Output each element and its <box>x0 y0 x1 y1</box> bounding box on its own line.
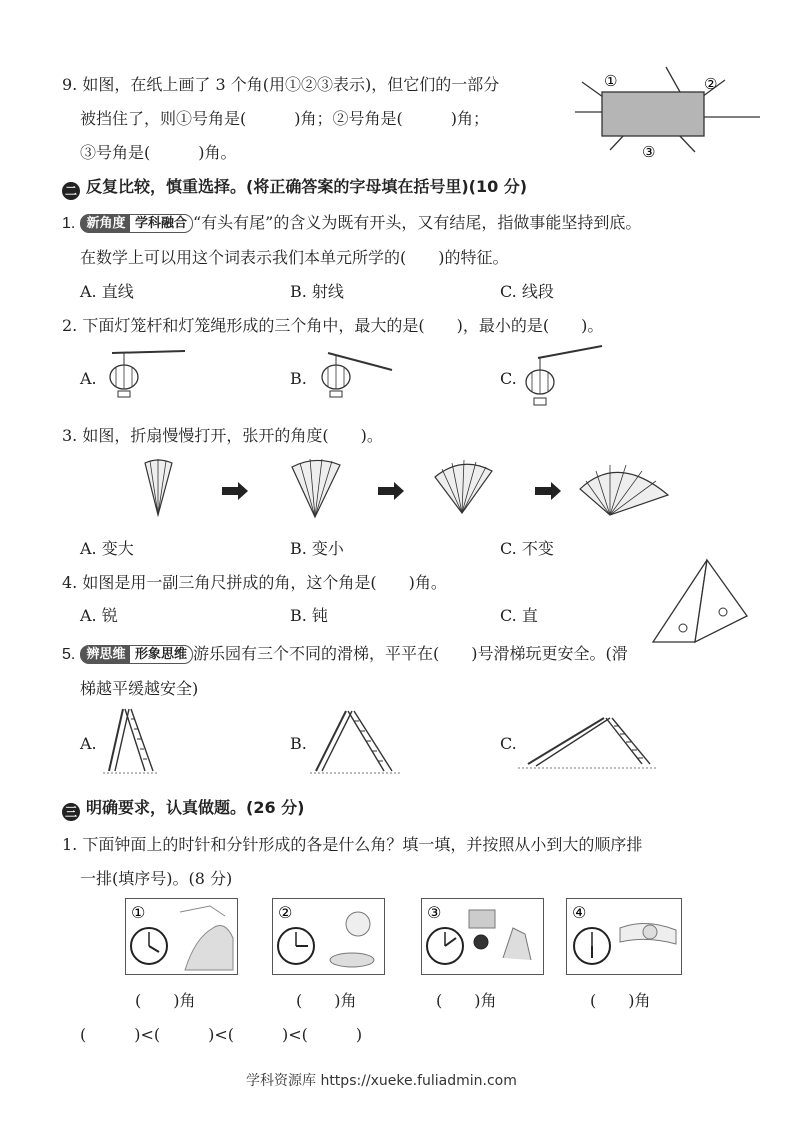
s2q2-option-a[interactable]: A. <box>80 369 97 388</box>
section2-title: 反复比较，慎重选择。(将正确答案的字母填在括号里)(10 分) <box>86 177 528 196</box>
s2q3-text: 3. 如图，折扇慢慢打开，张开的角度( )。 <box>62 426 383 445</box>
s2q1-option-a[interactable]: A. 直线 <box>80 282 134 301</box>
s2q2-text: 2. 下面灯笼杆和灯笼绳形成的三个角中，最大的是( )，最小的是( )。 <box>62 316 604 335</box>
lantern-c-icon <box>518 342 608 414</box>
q9-label-3: ③ <box>642 143 656 161</box>
section2-icon: 二 <box>62 182 80 200</box>
fan-1-icon <box>145 459 172 515</box>
clock-blank-3[interactable]: ( )角 <box>436 991 497 1010</box>
clock-card-1 <box>125 898 240 976</box>
arrow-3-icon <box>535 482 561 500</box>
q9-line3: ③号角是( )角。 <box>80 143 237 162</box>
lantern-a-icon <box>100 345 190 405</box>
s2q5-option-a[interactable]: A. <box>80 734 97 753</box>
s3q1-line2: 一排(填序号)。(8 分) <box>80 869 233 888</box>
s2q1-line2: 在数学上可以用这个词表示我们本单元所学的( )的特征。 <box>80 248 509 267</box>
section3-title: 明确要求，认真做题。(26 分) <box>86 798 305 817</box>
arrow-1-icon <box>222 482 248 500</box>
fan-3-icon <box>435 460 492 513</box>
footer-watermark: 学科资源库 https://xueke.fuliadmin.com <box>246 1073 517 1089</box>
clock-label-1: ① <box>131 903 146 922</box>
s2q5-option-b[interactable]: B. <box>290 734 307 753</box>
s2q3-option-c[interactable]: C. 不变 <box>500 539 554 558</box>
s2q1-option-b[interactable]: B. 射线 <box>290 282 344 301</box>
clock-card-3 <box>421 898 546 976</box>
fan-4-icon <box>580 465 668 515</box>
s2q5-tag: 辨思维 形象思维 <box>80 645 193 664</box>
fan-2-icon <box>292 459 340 517</box>
s2q4-option-c[interactable]: C. 直 <box>500 606 538 625</box>
q9-line1: 9. 如图，在纸上画了 3 个角(用①②③表示)，但它们的一部分 <box>62 75 500 94</box>
clock-card-4 <box>566 898 684 976</box>
section3-icon: 三 <box>62 803 80 821</box>
s2q2-option-c[interactable]: C. <box>500 369 517 388</box>
q9-angles-figure <box>570 62 770 162</box>
s2q5-line1: 5. 辨思维 形象思维 游乐园有三个不同的滑梯，平平在( )号滑梯玩更安全。(滑 <box>62 644 628 663</box>
clock-card-2 <box>272 898 387 976</box>
s3q1-line1: 1. 下面钟面上的时针和分针形成的各是什么角？填一填，并按照从小到大的顺序排 <box>62 835 643 854</box>
s2q3-option-a[interactable]: A. 变大 <box>80 539 134 558</box>
clock-blank-1[interactable]: ( )角 <box>135 991 196 1010</box>
q9-label-2: ② <box>704 75 718 93</box>
clock-label-2: ② <box>278 903 293 922</box>
clock-label-4: ④ <box>572 903 587 922</box>
s2q1-option-c[interactable]: C. 线段 <box>500 282 554 301</box>
q9-label-1: ① <box>604 72 618 90</box>
s2q5-option-c[interactable]: C. <box>500 734 517 753</box>
slide-a-icon <box>95 705 175 777</box>
clock-label-3: ③ <box>427 903 442 922</box>
s2q2-option-b[interactable]: B. <box>290 369 307 388</box>
clock-blank-2[interactable]: ( )角 <box>296 991 357 1010</box>
section3-heading <box>62 795 304 821</box>
lantern-b-icon <box>310 345 400 405</box>
slide-c-icon <box>518 712 668 774</box>
order-blanks[interactable]: ( )<( )<( )<( ) <box>80 1025 363 1044</box>
s2q1-tag: 新角度 学科融合 <box>80 214 193 233</box>
q9-line2: 被挡住了，则①号角是( )角；②号角是( )角； <box>80 109 489 128</box>
fan-sequence-figure <box>140 455 680 535</box>
s2q5-line2: 梯越平缓越安全) <box>80 679 199 698</box>
s2q3-option-b[interactable]: B. 变小 <box>290 539 344 558</box>
slide-b-icon <box>310 705 420 777</box>
arrow-2-icon <box>378 482 404 500</box>
section2-heading <box>62 174 527 200</box>
clock-blank-4[interactable]: ( )角 <box>590 991 651 1010</box>
s2q1-line1: 1. 新角度 学科融合 “有头有尾”的含义为既有开头，又有结尾，指做事能坚持到底。 <box>62 213 642 232</box>
triangle-rulers-figure <box>645 556 755 646</box>
s2q4-option-b[interactable]: B. 钝 <box>290 606 328 625</box>
s2q4-option-a[interactable]: A. 锐 <box>80 606 118 625</box>
s2q4-text: 4. 如图是用一副三角尺拼成的角，这个角是( )角。 <box>62 573 447 592</box>
